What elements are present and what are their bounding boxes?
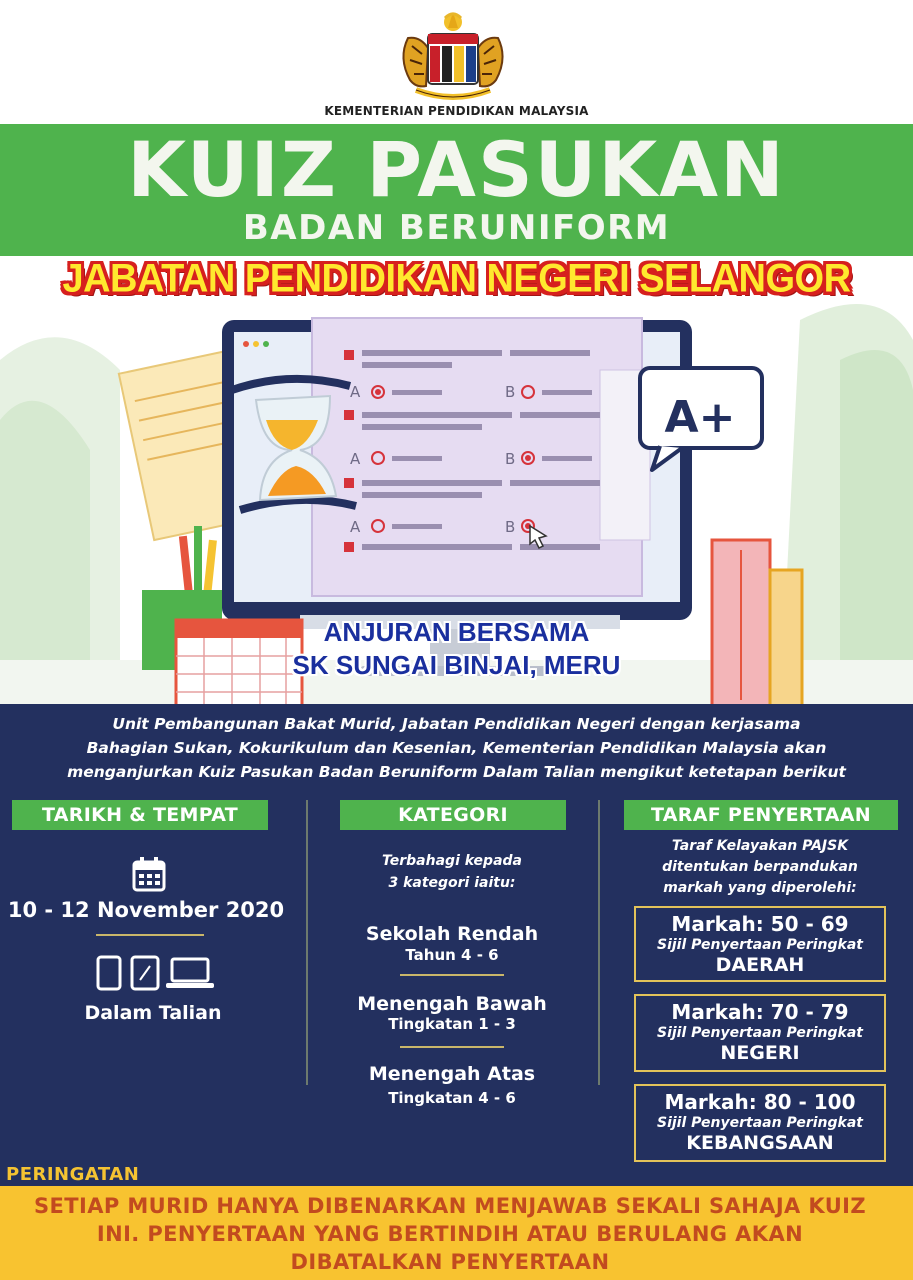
level-name: DAERAH — [715, 954, 805, 976]
category-item: Sekolah Rendah — [365, 923, 539, 945]
warning-line-3: DIBATALKAN PENYERTAAN — [290, 1250, 610, 1274]
event-date: 10 - 12 November 2020 — [7, 898, 285, 922]
category-intro-line-2: 3 kategori iaitu: — [388, 875, 516, 891]
coat-of-arms-logo — [388, 8, 518, 106]
level-marks: Markah: 80 - 100 — [664, 1090, 856, 1114]
option-a-label: A — [350, 383, 361, 401]
category-item: Menengah Bawah — [357, 993, 547, 1015]
department-title: JABATAN PENDIDIKAN NEGERI SELANGOR — [62, 256, 851, 302]
participation-intro-line-1: Taraf Kelayakan PAJSK — [671, 838, 849, 854]
organizer-line-1: ANJURAN BERSAMA — [323, 617, 590, 647]
warning-line-2: INI. PENYERTAAN YANG BERTINDIH ATAU BERULANG AKAN — [96, 1222, 804, 1246]
level-cert: Sijil Penyertaan Peringkat — [657, 937, 863, 953]
option-a-label: A — [350, 450, 361, 468]
participation-intro — [614, 836, 906, 899]
ministry-name: KEMENTERIAN PENDIDIKAN MALAYSIA — [324, 104, 589, 118]
event-mode: Dalam Talian — [84, 1002, 222, 1024]
divider-line — [96, 934, 204, 936]
level-card-daerah — [634, 906, 886, 982]
warning-text — [0, 1192, 900, 1276]
warning-line-1: SETIAP MURID HANYA DIBENARKAN MENJAWAB SEKALI SAHAJA KUIZ — [33, 1194, 867, 1218]
organizer-line-2: SK SUNGAI BINJAI, MERU — [292, 650, 621, 680]
option-b-label: B — [505, 383, 516, 401]
page-subtitle: BADAN BERUNIFORM — [242, 208, 671, 248]
grade-badge — [640, 368, 762, 470]
intro-line-3: menganjurkan Kuiz Pasukan Badan Beruniform Dalam Talian mengikut ketetapan berikut — [67, 763, 846, 781]
category-item-detail: Tingkatan 4 - 6 — [388, 1089, 516, 1107]
option-b-label: B — [505, 450, 516, 468]
divider-line — [400, 974, 504, 976]
participation-heading: TARAF PENYERTAAN — [624, 800, 898, 830]
level-marks: Markah: 50 - 69 — [671, 912, 849, 936]
level-name: NEGERI — [720, 1042, 800, 1064]
level-name: KEBANGSAAN — [686, 1132, 834, 1154]
intro-line-1: Unit Pembangunan Bakat Murid, Jabatan Pendidikan Negeri dengan kerjasama — [112, 715, 801, 733]
participation-intro-line-2: ditentukan berpandukan — [662, 859, 858, 875]
date-place-heading: TARIKH & TEMPAT — [12, 800, 268, 830]
level-card-kebangsaan — [634, 1084, 886, 1162]
grade-badge-text: A+ — [664, 392, 736, 443]
category-intro-line-1: Terbahagi kepada — [382, 853, 522, 869]
category-item-detail: Tahun 4 - 6 — [405, 946, 499, 964]
intro-text — [10, 712, 903, 784]
category-item: Menengah Atas — [368, 1063, 536, 1085]
level-card-negeri — [634, 994, 886, 1072]
level-cert: Sijil Penyertaan Peringkat — [657, 1115, 863, 1131]
category-item-detail: Tingkatan 1 - 3 — [388, 1015, 516, 1033]
intro-line-2: Bahagian Sukan, Kokurikulum dan Kesenian, Kementerian Pendidikan Malaysia akan — [86, 739, 827, 757]
category-heading: KATEGORI — [340, 800, 566, 830]
calendar-icon — [132, 856, 166, 892]
option-a-label: A — [350, 518, 361, 536]
column-divider — [598, 800, 600, 1085]
page-title: KUIZ PASUKAN — [127, 125, 786, 214]
devices-icon — [94, 954, 218, 992]
warning-label: PERINGATAN — [6, 1164, 140, 1185]
participation-intro-line-3: markah yang diperolehi: — [663, 880, 857, 896]
level-cert: Sijil Penyertaan Peringkat — [657, 1025, 863, 1041]
divider-line — [400, 1046, 504, 1048]
level-marks: Markah: 70 - 79 — [671, 1000, 849, 1024]
option-b-label: B — [505, 518, 516, 536]
category-intro — [306, 850, 598, 894]
organizer-block — [0, 616, 913, 682]
